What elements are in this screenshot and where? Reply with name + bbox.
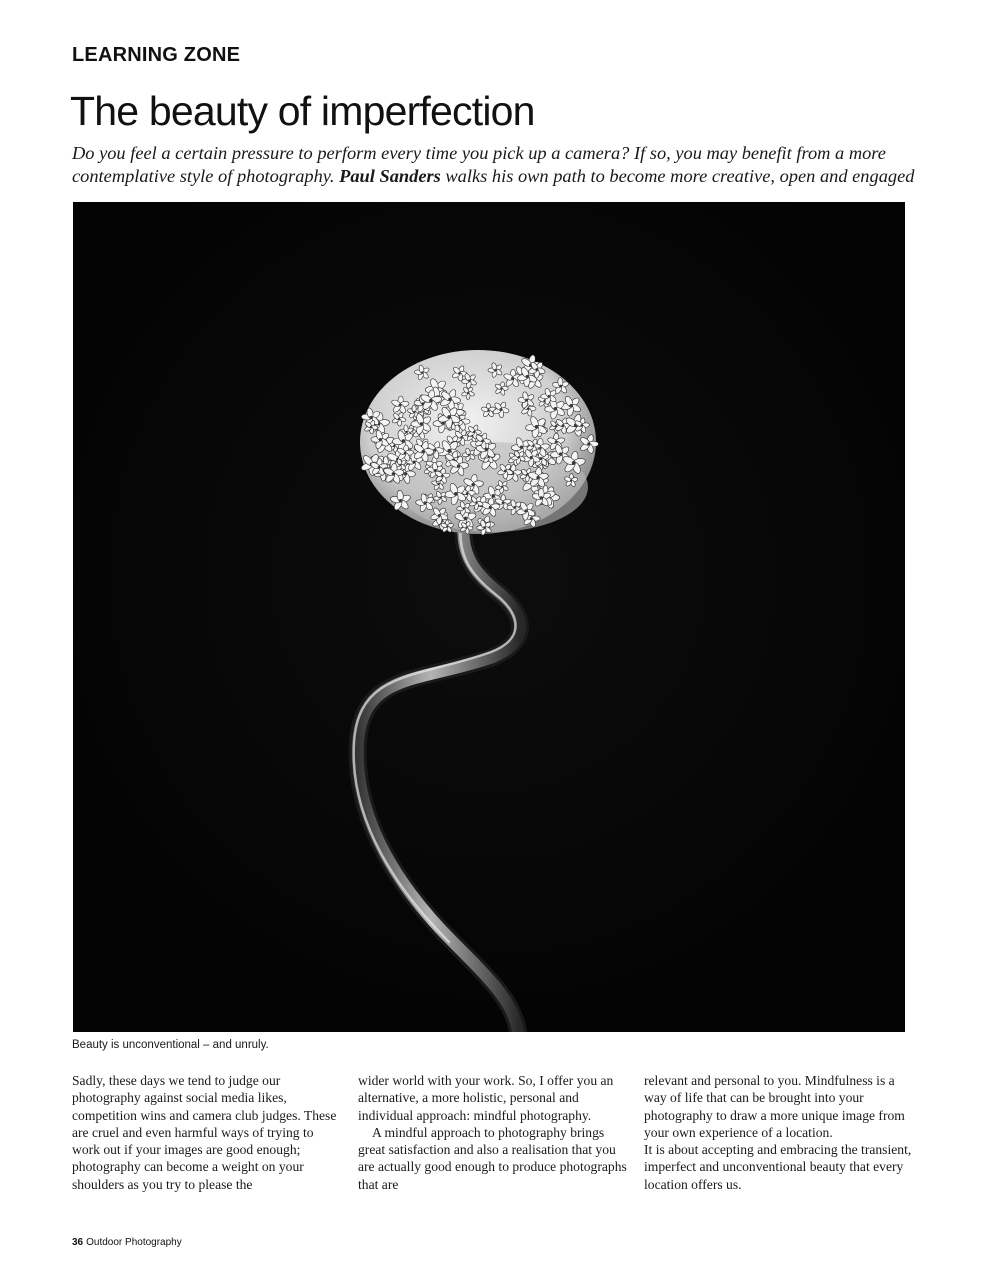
section-label: LEARNING ZONE [72, 44, 241, 66]
body-paragraph: A mindful approach to photography brings great satisfaction and also a realisation that you are actually good enough to produce photographs that are [358, 1124, 627, 1192]
body-paragraph: It is about accepting and embracing the transient, imperfect and unconventional beauty that every location offers us. [644, 1142, 912, 1192]
author-name: Paul Sanders [339, 166, 441, 186]
flower-illustration [73, 202, 905, 1032]
body-column-3 [644, 1072, 914, 1193]
publication-name: Outdoor Photography [86, 1237, 182, 1248]
standfirst-lead: Do you feel a certain pressure to perform every time you pick up a camera? If so, you may benefit from a more contemplative style of photography. [72, 143, 886, 186]
page-folio [72, 1237, 182, 1248]
body-paragraph: Sadly, these days we tend to judge our photography against social media likes, competition wins and camera club judges. These are cruel and even harmful ways of trying to work out if your images are good enough; photography can become a weight on your shoulders as you try to please the [72, 1073, 337, 1192]
flower-photo [73, 202, 905, 1032]
standfirst-tail: walks his own path to become more creative, open and engaged [440, 166, 915, 186]
body-column-1 [72, 1072, 342, 1193]
body-paragraph: relevant and personal to you. Mindfulness is a way of life that can be brought into your photography to draw a more unique image from your own experience of a location. [644, 1073, 905, 1140]
body-column-2 [358, 1072, 628, 1193]
standfirst [72, 142, 932, 188]
photo-caption: Beauty is unconventional – and unruly. [72, 1039, 269, 1051]
page-number: 36 [72, 1237, 84, 1248]
body-paragraph: wider world with your work. So, I offer you an alternative, a more holistic, personal and individual approach: mindful photography. [358, 1073, 614, 1123]
article-headline: The beauty of imperfection [70, 88, 535, 134]
